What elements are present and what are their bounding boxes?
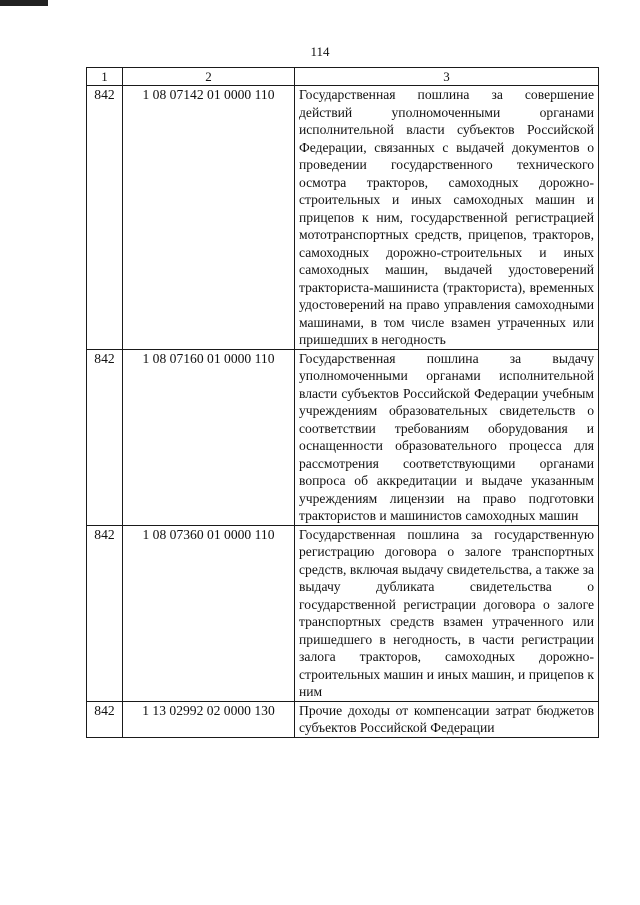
admin-code-cell: 842 xyxy=(87,525,123,701)
revenue-code-cell: 1 08 07142 01 0000 110 xyxy=(123,86,295,350)
table-header-row xyxy=(87,68,599,86)
revenue-code-cell: 1 08 07360 01 0000 110 xyxy=(123,525,295,701)
description-cell: Государственная пошлина за совершение действий уполномоченными органами исполнительной власти субъектов Российской Федерации, связанных с выдачей документов о проведении государственного технического осмотра тракторов, самоходных дорожно-строительных и иных самоходных машин и прицепов к ним, государственной регистрацией мототранспортных средств, прицепов, тракторов, самоходных дорожно-строительных и иных самоходных машин, выдачей удостоверений тракториста-машиниста (тракториста), временных удостоверений на право управления самоходными машинами, в том числе взамен утраченных или пришедших в негодность xyxy=(295,86,599,350)
column-header-3: 3 xyxy=(295,68,599,86)
description-cell: Прочие доходы от компенсации затрат бюджетов субъектов Российской Федерации xyxy=(295,701,599,737)
revenue-code-cell: 1 13 02992 02 0000 130 xyxy=(123,701,295,737)
description-cell: Государственная пошлина за государственную регистрацию договора о залоге транспортных средств, включая выдачу свидетельства, а также за выдачу дубликата свидетельства о государственной регистрации договора о залоге транспортных средств взамен утраченного или пришедшего в негодность, в части регистрации залога тракторов, самоходных дорожно-строительных машин и иных машин, и прицепов к ним xyxy=(295,525,599,701)
revenue-codes-table xyxy=(86,67,599,738)
column-header-2: 2 xyxy=(123,68,295,86)
table-row xyxy=(87,86,599,350)
admin-code-cell: 842 xyxy=(87,701,123,737)
table-row xyxy=(87,349,599,525)
column-header-1: 1 xyxy=(87,68,123,86)
description-cell: Государственная пошлина за выдачу уполномоченными органами исполнительной власти субъектов Российской Федерации учебным учреждениям образовательных свидетельств о соответствии требованиям оборудования и оснащенности образовательного процесса для рассмотрения соответствующими органами вопроса об аккредитации и выдаче указанным учреждениям лицензии на право подготовки трактористов и машинистов самоходных машин xyxy=(295,349,599,525)
page-number: 114 xyxy=(310,44,330,59)
corner-scan-mark xyxy=(0,0,48,6)
table-row xyxy=(87,701,599,737)
admin-code-cell: 842 xyxy=(87,86,123,350)
admin-code-cell: 842 xyxy=(87,349,123,525)
revenue-code-cell: 1 08 07160 01 0000 110 xyxy=(123,349,295,525)
table-row xyxy=(87,525,599,701)
